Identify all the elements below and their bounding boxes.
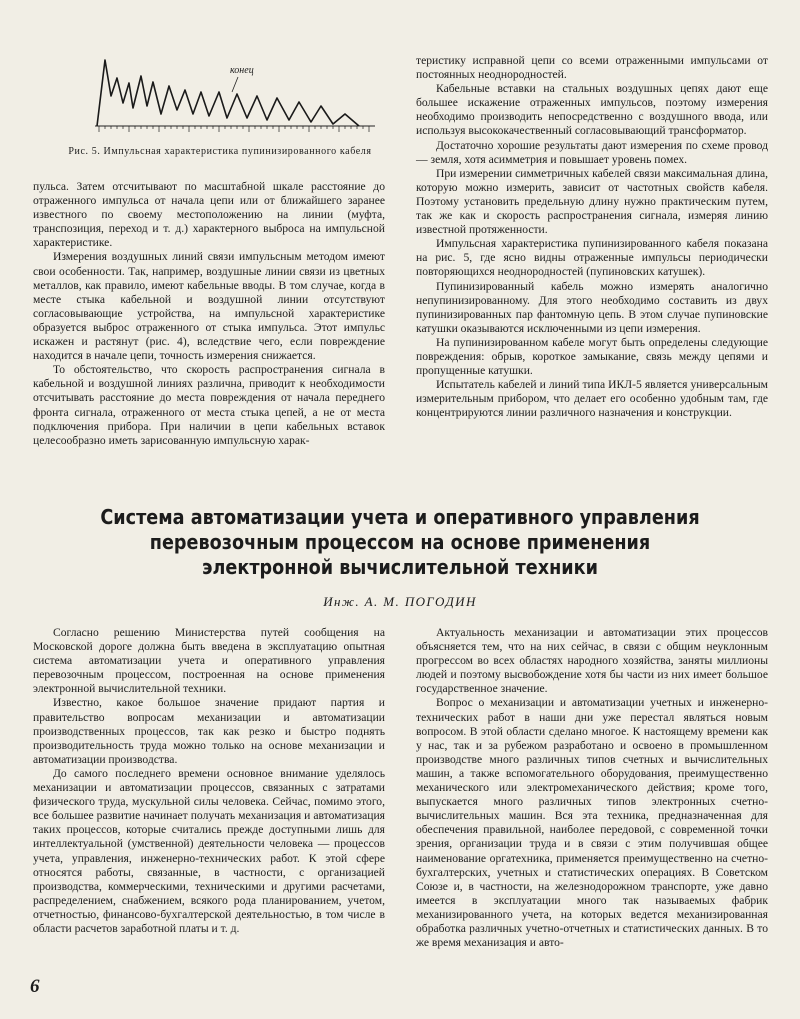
bottom-left-column — [33, 626, 385, 936]
paragraph: Известно, какое большое значение придают партия и правительство вопросам механизации и автоматизации производственных процессов, так как резко и быстро поднять производительность труда можно только на основе механизации и автоматизации производства. — [33, 696, 385, 766]
pulse-response-figure — [75, 48, 375, 148]
figure-caption: Рис. 5. Импульсная характеристика пупинизированного кабеля — [68, 146, 372, 157]
paragraph: Актуальность механизации и автоматизации этих процессов объясняется тем, что на них сейчас, в связи с общим неуклонным прогрессом во всех областях народного хозяйства, заняты миллионы людей и поэтому высвобождение хотя бы части из них имеет большое государственное значение. — [416, 626, 768, 696]
article-title-line: перевозочным процессом на основе применения — [149, 530, 651, 554]
page-number: 6 — [30, 976, 40, 997]
top-right-column — [416, 54, 768, 420]
figure-end-pointer — [232, 77, 238, 92]
scale-ticks — [99, 126, 369, 132]
paragraph: То обстоятельство, что скорость распространения сигнала в кабельной и воздушной линиях различна, приводит к необходимости отсчитывать расстояние до места повреждения от начала переднего фронта сигнала, отраженного от места стыка цепей, а не от места подключения прибора. При наличии в цепи кабельных вставок целесообразно иметь зарисованную импульсную харак- — [33, 363, 385, 447]
paragraph: На пупинизированном кабеле могут быть определены следующие повреждения: обрыв, короткое замыкание, связь между цепями и пропущенные катушки. — [416, 335, 768, 378]
paragraph: До самого последнего времени основное внимание уделялось механизации и автоматизации процессов, связанных с затратами физического труда, мускульной силы человека. Сейчас, помимо этого, все большее развитие начинает получать механизация и автоматизация таких процессов, которые считались прежде доступными лишь для интеллектуальной (умственной) деятельности человека — процессов учета, управления, инженерно-технических работ. К этой сфере относятся работы, связанные, в частности, с организацией производства, коммерческими, техническими и другими расчетами, распределением, снабжением, всякого рода планированием, учетом, отчетностью, финансово-бухгалтерской деятельностью, в том числе в области расчетов заработной платы и т. д. — [33, 766, 385, 935]
paragraph: Импульсная характеристика пупинизированного кабеля показана на рис. 5, где ясно видны отраженные импульсы периодически повторяющихся неоднородностей (пупиновских катушек). — [416, 237, 768, 279]
figure-end-label: конец — [230, 65, 254, 76]
bottom-right-column — [416, 626, 768, 950]
paragraph: Вопрос о механизации и автоматизации учетных и инженерно-технических работ в наши дни уже перестал являться новым вопросом. В этой области сделано многое. К настоящему времени как у нас, так и за рубежом разработано и освоено в промышленном производстве много различных типов счетных и вычислительных машин, а также вспомогательного оборудования, преимущественно механического или электромеханического действия; кроме того, выпускается много различных типов электронных счетно-вычислительных машин. Вся эта техника, предназначенная для обеспечения правильной, наиболее передовой, с современной точки зрения, организации труда и в связи с этим получившая общее наименование оргатехника, применяется преимущественно на счетно-бухгалтерских, учетных и статистических операциях. В Советском Союзе и, в частности, на железнодорожном транспорте, уже давно имеется в эксплуатации много так называемых фабрик механизированного учета, на которых ведется механизированная обработка различных учетно-отчетных и статистических данных. В то же время механизация и авто- — [416, 696, 768, 950]
paragraph: Испытатель кабелей и линий типа ИКЛ-5 является универсальным измерительным прибором, что делает его особенно удобным там, где концентрируются линии различного назначения и конструкции. — [416, 378, 768, 420]
paragraph: Пупинизированный кабель можно измерять аналогично непупинизированному. Для этого необходимо составить из двух пупинизированных пар фантомную цепь. В этом случае пупиновские катушки оказываются исключенными из цепи измерения. — [416, 279, 768, 335]
top-left-column — [33, 180, 385, 448]
paragraph: При измерении симметричных кабелей связи максимальная длина, которую можно измерить, зависит от частотных свойств кабеля. Поэтому установить предельную длину нужно практическим путем, так же как и скорость распространения сигнала, измеряя линию известной протяженности. — [416, 166, 768, 237]
paragraph: Кабельные вставки на стальных воздушных цепях дают еще большее искажение отраженных импульсов, поэтому измерения необходимо производить непосредственно с воздушного ввода, или используя высококачественный согласовывающий трансформатор. — [416, 82, 768, 138]
pulse-trace — [97, 60, 359, 126]
article-title — [56, 505, 744, 580]
paragraph: пульса. Затем отсчитывают по масштабной шкале расстояние до отраженного импульса от начала цепи или от ближайшего заранее известного по своему местоположению на линии (муфта, транспозиция, переход и т. д.) характерного выброса на импульсной характеристике. — [33, 180, 385, 250]
article-title-line: электронной вычислительной техники — [202, 555, 598, 579]
paragraph: теристику исправной цепи со всеми отраженными импульсами от постоянных неоднородностей. — [416, 54, 768, 82]
paragraph: Достаточно хорошие результаты дают измерения по схеме провод — земля, хотя асимметрия и повышает уровень помех. — [416, 138, 768, 166]
paragraph: Согласно решению Министерства путей сообщения на Московской дороге должна быть введена в эксплуатацию опытная система автоматизации учета и оперативного управления перевозочным процессом, построенная на основе применения электронной вычислительной техники. — [33, 626, 385, 696]
paragraph: Измерения воздушных линий связи импульсным методом имеют свои особенности. Так, например, воздушные линии связи из цветных металлов, как правило, имеют кабельные вводы. В том случае, когда в месте стыка кабельной и воздушной линии отсутствуют согласовывающие устройства, на импульсной характеристике образуется выброс отраженного от стыка импульса. Этот импульс искажен и растянут (рис. 4), вследствие чего, если повреждение находится в начале цепи, точность измерения снижается. — [33, 250, 385, 363]
article-title-line: Система автоматизации учета и оперативного управления — [100, 505, 700, 529]
article-author: Инж. А. М. ПОГОДИН — [323, 594, 477, 609]
